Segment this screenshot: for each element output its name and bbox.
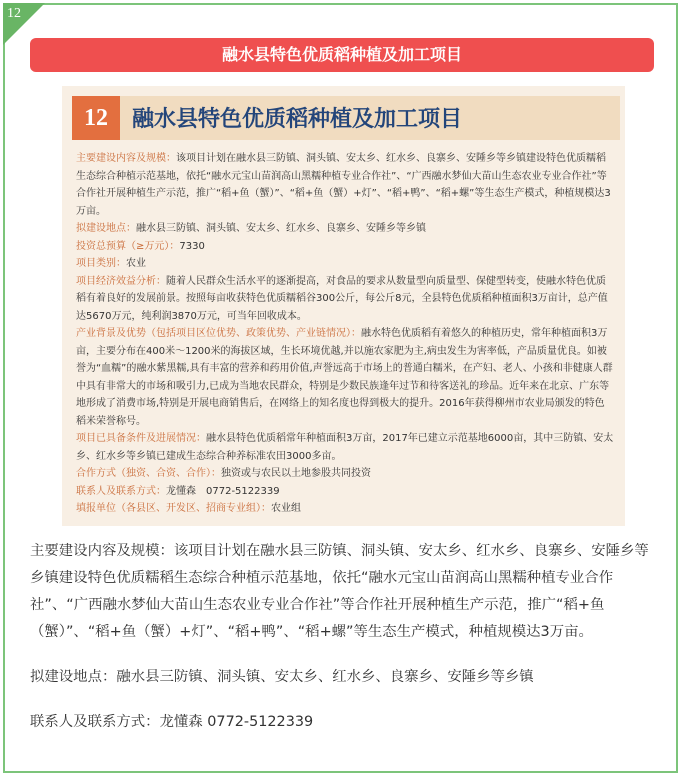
row-label: 产业背景及优势（包括项目区位优势、政策优势、产业链情况）： [76, 328, 361, 339]
document-row [76, 325, 614, 430]
row-label: 主要建设内容及规模： [76, 153, 176, 164]
row-text: 融水县三防镇、洞头镇、安太乡、红水乡、良寨乡、安陲乡等乡镇 [136, 223, 426, 234]
row-text: 农业 [126, 258, 146, 269]
row-label: 项目经济效益分析： [76, 275, 166, 287]
row-text: 农业组 [271, 503, 301, 514]
row-text: 7330 [179, 240, 205, 252]
row-label: 项目已具备条件及进展情况： [76, 433, 206, 444]
row-text: 龙懂森 0772-5122339 [166, 485, 280, 497]
row-label: 项目类别： [76, 258, 126, 269]
document-title: 融水县特色优质稻种植及加工项目 [132, 106, 463, 132]
caption-scale: 主要建设内容及规模：该项目计划在融水县三防镇、洞头镇、安太乡、红水乡、良寨乡、安陲乡等乡镇建设特色优质糯稻生态综合种植示范基地，依托“融水元宝山苗润高山黑糯种植专业合作社”、“广西融水梦仙大苗山生态农业专业合作社”等合作社开展种植生产示范，推广“稻+鱼（蟹）”、“稻+鱼（蟹）+灯”、“稻+鸭”、“稻+螺”等生态生产模式，种植规模达3万亩。 [30, 543, 649, 640]
row-label: 填报单位（各县区、开发区、招商专业组）： [76, 503, 271, 514]
document-row [76, 430, 614, 465]
document-row [76, 500, 614, 518]
document-image [62, 86, 625, 526]
document-row [76, 483, 614, 501]
document-header [72, 96, 620, 140]
row-text: 融水县特色优质稻常年种植面积3万亩，2017年已建立示范基地6000亩，其中三防镇、安太乡、红水乡等乡镇已建成生态综合种养标准农田3000多亩。 [76, 433, 614, 462]
caption-contact: 联系人及联系方式：龙懂森 0772-5122339 [30, 714, 314, 730]
row-text: 该项目计划在融水县三防镇、洞头镇、安太乡、红水乡、良寨乡、安陲乡等乡镇建设特色优质糯稻生态综合种植示范基地，依托“融水元宝山苗润高山黑糯种植专业合作社”、“广西融水梦仙大苗山生态农业专业合作社”等合作社开展种植生产示范，推广“稻+鱼（蟹）”、“稻+鱼（蟹）+灯”、“稻+鸭”、“稻+螺”等生态生产模式，种植规模达3万亩。 [76, 153, 611, 217]
document-row [76, 238, 614, 256]
document-row [76, 220, 614, 238]
row-label: 合作方式（独资、合资、合作）： [76, 468, 221, 479]
row-text: 随着人民群众生活水平的逐渐提高，对食品的要求从数量型向质量型、保健型转变，使融水特色优质稻有着良好的发展前景。按照每亩收获特色优质糯稻谷300公斤，每公斤8元，全县特色优质稻种植面积3万亩计，总产值达5670万元，纯利润3870万元，可当年回收成本。 [76, 275, 608, 322]
row-label: 拟建设地点： [76, 223, 136, 234]
row-label: 投资总预算（≥万元）： [76, 240, 180, 252]
caption-text [30, 538, 660, 736]
caption-location: 拟建设地点：融水县三防镇、洞头镇、安太乡、红水乡、良寨乡、安陲乡等乡镇 [30, 669, 534, 685]
document-row [76, 255, 614, 273]
row-label: 联系人及联系方式： [76, 485, 166, 497]
row-text: 独资或与农民以土地参股共同投资 [221, 468, 371, 479]
corner-badge-number: 12 [7, 6, 21, 21]
document-number: 12 [72, 96, 120, 140]
document-row [76, 150, 614, 220]
document-body [76, 150, 614, 518]
row-text: 融水特色优质稻有着悠久的种植历史，常年种植面积3万亩，主要分布在400米～1200米的海拔区域，生长环境优越,并以施农家肥为主,病虫发生为害率低，产品质量优良。如被誉为“血糯”的融水紫黑糯,具有丰富的营养和药用价值,声誉远高于市场上的普通白糯米，在产妇、老人、小孩和非健康人群中具有非常大的市场和吸引力,已成为当地农民群众，特别是少数民族逢年过节和待客送礼的珍品。近年来在北京、广东等地形成了消费市场,特别是开展电商销售后，在网络上的知名度也得到极大的提升。2016年获得柳州市农业局颁发的特色稻米荣誉称号。 [76, 328, 613, 427]
document-row [76, 273, 614, 326]
document-row [76, 465, 614, 483]
banner-title: 融水县特色优质稻种植及加工项目 [30, 38, 654, 72]
